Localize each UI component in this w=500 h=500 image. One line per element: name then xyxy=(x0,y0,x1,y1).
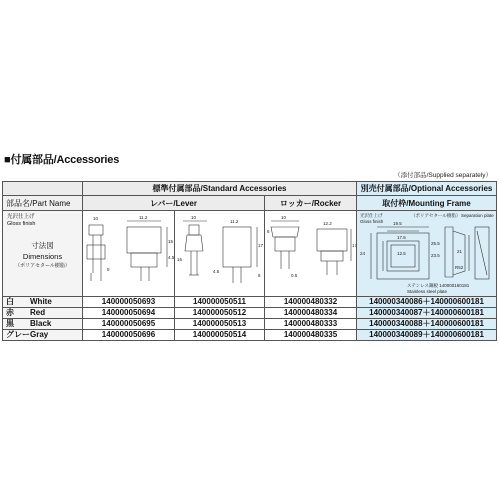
svg-text:15: 15 xyxy=(168,239,174,244)
table-row xyxy=(3,330,497,341)
dimensions-label: 寸法図 Dimensions xyxy=(22,241,63,261)
part-number: 140000480332 xyxy=(265,297,357,308)
svg-text:23.5: 23.5 xyxy=(431,253,440,258)
separation-plate-label: Separation plate xyxy=(461,213,494,218)
part-number: 140000050511 xyxy=(175,297,265,308)
table-row xyxy=(3,308,497,319)
rocker-drawing xyxy=(265,211,357,297)
frame-material-note: （ポリアセタール樹脂） xyxy=(411,213,461,218)
lever-1-diagram xyxy=(83,211,175,296)
svg-text:10: 10 xyxy=(93,216,99,221)
svg-text:4.5: 4.5 xyxy=(213,269,220,274)
svg-text:19.5: 19.5 xyxy=(393,221,402,226)
svg-text:8: 8 xyxy=(258,273,261,278)
svg-text:11.2: 11.2 xyxy=(139,215,148,220)
mounting-frame-drawing xyxy=(357,211,497,297)
table-row xyxy=(3,297,497,308)
lever-header: レバー/Lever xyxy=(83,196,265,211)
svg-text:4.5: 4.5 xyxy=(168,255,175,260)
dimension-label-cell xyxy=(3,211,83,297)
accessories-table xyxy=(2,181,497,341)
part-number: 140000340087＋140000600181 xyxy=(357,308,497,319)
part-number: 140000050514 xyxy=(175,330,265,341)
gloss-label: 光沢仕上げ Gloss finish xyxy=(7,214,36,227)
part-number: 140000480333 xyxy=(265,319,357,330)
material-note: （ポリアセタール樹脂） xyxy=(15,263,70,269)
subheader-row xyxy=(3,196,497,211)
frame-gloss-en: Gloss finish xyxy=(360,219,384,224)
part-number: 140000050512 xyxy=(175,308,265,319)
svg-text:0.5: 0.5 xyxy=(291,273,298,278)
svg-text:17: 17 xyxy=(352,243,357,248)
optional-accessories-header: 別売付属部品/Optional Accessories xyxy=(357,182,497,196)
rocker-diagram xyxy=(265,211,357,296)
svg-text:R52: R52 xyxy=(455,265,464,270)
svg-text:25.5: 25.5 xyxy=(431,241,440,246)
svg-text:11.2: 11.2 xyxy=(230,219,239,224)
supplied-note: （添付部品/Supplied separately） xyxy=(394,172,492,179)
frame-gloss-jp: 光沢仕上げ xyxy=(360,213,383,218)
svg-text:16: 16 xyxy=(177,257,183,262)
part-number: 140000480334 xyxy=(265,308,357,319)
lever-2-diagram xyxy=(175,211,265,296)
mounting-frame-header: 取付枠/Mounting Frame xyxy=(357,196,497,211)
mounting-frame-diagram xyxy=(357,211,497,296)
blank-corner xyxy=(3,182,83,196)
svg-text:17.5: 17.5 xyxy=(397,235,406,240)
steel-plate-en: Stainless steel plate xyxy=(407,289,448,294)
steel-plate-jp: ステンレス鋼板 140000160181 xyxy=(407,283,470,288)
svg-text:12.5: 12.5 xyxy=(397,251,406,256)
section-title: ■付属部品/Accessories xyxy=(4,154,120,166)
svg-text:12.2: 12.2 xyxy=(323,221,332,226)
part-name-header: 部品名/Part Name xyxy=(3,196,83,211)
part-number: 140000340089＋140000600181 xyxy=(357,330,497,341)
part-number: 140000480335 xyxy=(265,330,357,341)
lever-drawing-2 xyxy=(175,211,265,297)
part-number: 140000050513 xyxy=(175,319,265,330)
svg-text:24: 24 xyxy=(360,251,366,256)
section-header-row xyxy=(3,182,497,196)
part-number: 140000340086＋140000600181 xyxy=(357,297,497,308)
svg-text:6: 6 xyxy=(267,229,270,234)
color-label: 黒 Black xyxy=(3,319,83,330)
svg-text:10: 10 xyxy=(281,215,287,220)
part-number: 140000050695 xyxy=(83,319,175,330)
rocker-header: ロッカー/Rocker xyxy=(265,196,357,211)
part-number: 140000050694 xyxy=(83,308,175,319)
svg-text:17: 17 xyxy=(258,243,264,248)
lever-drawing-1 xyxy=(83,211,175,297)
svg-text:21: 21 xyxy=(457,249,463,254)
dimension-row xyxy=(3,211,497,297)
color-label: 赤 Red xyxy=(3,308,83,319)
part-number: 140000050696 xyxy=(83,330,175,341)
svg-text:5: 5 xyxy=(107,267,110,272)
color-label: 白 White xyxy=(3,297,83,308)
color-label: グレーGray xyxy=(3,330,83,341)
standard-accessories-header: 標準付属部品/Standard Accessories xyxy=(83,182,357,196)
svg-text:10: 10 xyxy=(191,215,197,220)
table-row xyxy=(3,319,497,330)
part-number: 140000340088＋140000600181 xyxy=(357,319,497,330)
part-number: 140000050693 xyxy=(83,297,175,308)
